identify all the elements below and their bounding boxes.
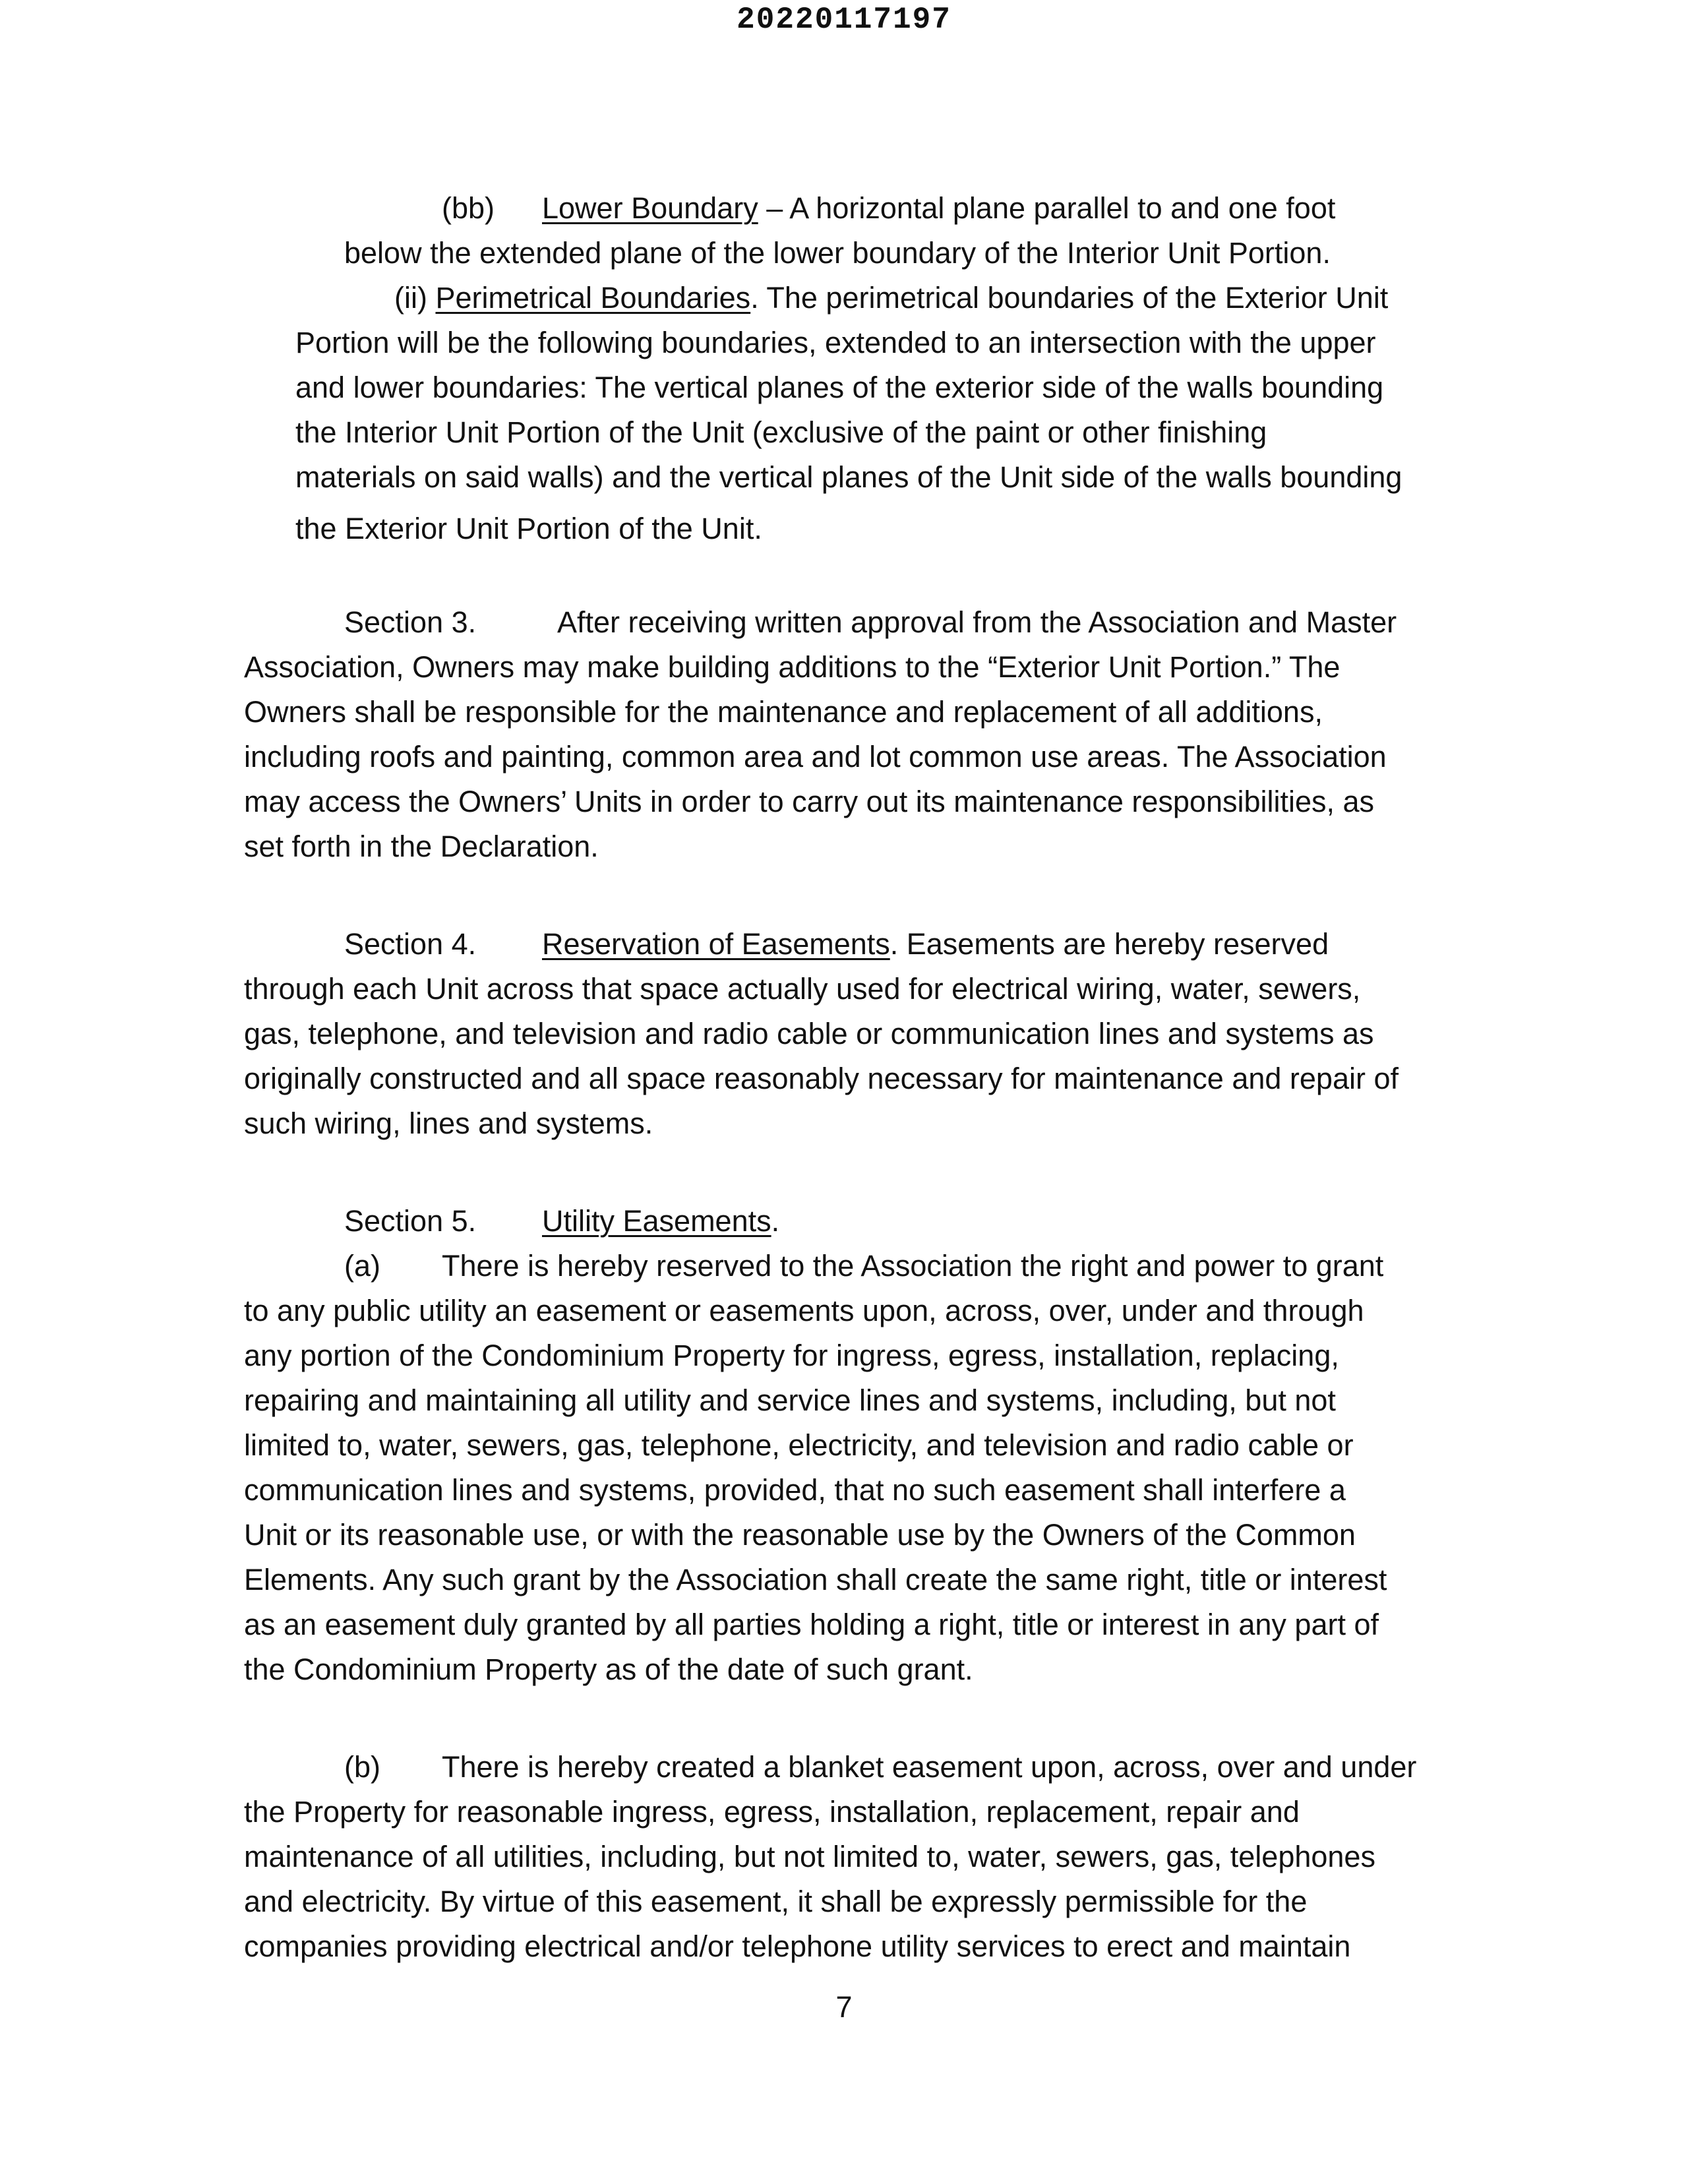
section-5a-line: Elements. Any such grant by the Association shall create the same right, title or interest bbox=[244, 1563, 1387, 1596]
section-4-heading: Reservation of Easements bbox=[542, 927, 890, 961]
section-3-line: including roofs and painting, common area and lot common use areas. The Association bbox=[244, 740, 1387, 774]
section-4-line: such wiring, lines and systems. bbox=[244, 1107, 653, 1140]
section-5a-line: the Condominium Property as of the date of such grant. bbox=[244, 1653, 973, 1686]
ii-label: (ii) bbox=[394, 281, 436, 315]
ii-line: the Interior Unit Portion of the Unit (exclusive of the paint or other finishing bbox=[295, 415, 1267, 449]
section-5-line-1 bbox=[0, 1199, 1688, 1244]
section-3-label: Section 3. bbox=[344, 605, 477, 639]
section-5a-line: to any public utility an easement or easements upon, across, over, under and through bbox=[244, 1294, 1364, 1327]
section-5b-line: companies providing electrical and/or telephone utility services to erect and maintain bbox=[244, 1929, 1351, 1963]
ii-line: materials on said walls) and the vertical planes of the Unit side of the walls bounding bbox=[295, 460, 1402, 494]
section-4-label: Section 4. bbox=[344, 927, 477, 961]
section-5-heading-wrap bbox=[542, 1199, 779, 1244]
section-4-line: originally constructed and all space reasonably necessary for maintenance and repair of bbox=[244, 1062, 1399, 1095]
section-5a-label: (a) bbox=[344, 1249, 380, 1283]
ii-line-1-rest: . The perimetrical boundaries of the Exterior Unit bbox=[750, 281, 1389, 315]
ii-line: the Exterior Unit Portion of the Unit. bbox=[295, 512, 762, 545]
bb-line-1-rest: – A horizontal plane parallel to and one foot bbox=[758, 191, 1336, 225]
bb-line-2: below the extended plane of the lower boundary of the Interior Unit Portion. bbox=[344, 236, 1331, 270]
bb-heading: Lower Boundary bbox=[542, 191, 758, 225]
section-5b-line: the Property for reasonable ingress, egress, installation, replacement, repair and bbox=[244, 1795, 1300, 1829]
section-4-line-1-rest: . Easements are hereby reserved bbox=[889, 927, 1329, 961]
section-3-line: Association, Owners may make building additions to the “Exterior Unit Portion.” The bbox=[244, 650, 1341, 684]
section-5a-line: communication lines and systems, provided, that no such easement shall interfere a bbox=[244, 1473, 1346, 1507]
section-4-line: gas, telephone, and television and radio cable or communication lines and systems as bbox=[244, 1017, 1374, 1050]
section-5a-line: limited to, water, sewers, gas, telephone, electricity, and television and radio cable or bbox=[244, 1428, 1354, 1462]
section-4-line-1 bbox=[0, 922, 1688, 967]
ii-line: Portion will be the following boundaries, extended to an intersection with the upper bbox=[295, 326, 1376, 359]
section-5-label: Section 5. bbox=[344, 1204, 477, 1238]
section-3-line: set forth in the Declaration. bbox=[244, 830, 599, 863]
section-5a-line: repairing and maintaining all utility and service lines and systems, including, but not bbox=[244, 1383, 1336, 1417]
bb-line-1-text bbox=[542, 186, 1335, 231]
section-5a-line: any portion of the Condominium Property for ingress, egress, installation, replacing, bbox=[244, 1339, 1339, 1372]
section-3-line: Owners shall be responsible for the maintenance and replacement of all additions, bbox=[244, 695, 1323, 729]
section-3-line-1-text: After receiving written approval from the Association and Master bbox=[557, 605, 1397, 639]
section-5a-line: Unit or its reasonable use, or with the reasonable use by the Owners of the Common bbox=[244, 1518, 1356, 1552]
section-3-line-1 bbox=[0, 600, 1688, 645]
bb-label: (bb) bbox=[442, 191, 495, 225]
ii-line-1 bbox=[394, 276, 1388, 320]
section-4-line: through each Unit across that space actually used for electrical wiring, water, sewers, bbox=[244, 972, 1361, 1006]
section-5b-label: (b) bbox=[344, 1750, 380, 1784]
section-5-heading: Utility Easements bbox=[542, 1204, 771, 1238]
section-5b-line-1 bbox=[0, 1745, 1688, 1790]
page-number: 7 bbox=[835, 1990, 853, 2024]
section-5a-line-1-text: There is hereby reserved to the Association the right and power to grant bbox=[442, 1249, 1384, 1283]
section-5a-line: as an easement duly granted by all parties holding a right, title or interest in any part of bbox=[244, 1608, 1379, 1641]
section-4-line-1-text bbox=[542, 922, 1329, 967]
document-number-stamp: 20220117197 bbox=[737, 3, 951, 37]
section-5b-line: and electricity. By virtue of this easement, it shall be expressly permissible for the bbox=[244, 1885, 1308, 1918]
section-5a-line-1 bbox=[0, 1244, 1688, 1289]
section-5-heading-period: . bbox=[771, 1204, 780, 1238]
section-3-line: may access the Owners’ Units in order to carry out its maintenance responsibilities, as bbox=[244, 785, 1375, 818]
section-5b-line: maintenance of all utilities, including, but not limited to, water, sewers, gas, telephones bbox=[244, 1840, 1375, 1873]
bb-line-1 bbox=[0, 186, 1688, 231]
ii-heading: Perimetrical Boundaries bbox=[435, 281, 751, 315]
ii-line: and lower boundaries: The vertical planes of the exterior side of the walls bounding bbox=[295, 371, 1384, 404]
section-5b-line-1-text: There is hereby created a blanket easement upon, across, over and under bbox=[442, 1750, 1417, 1784]
